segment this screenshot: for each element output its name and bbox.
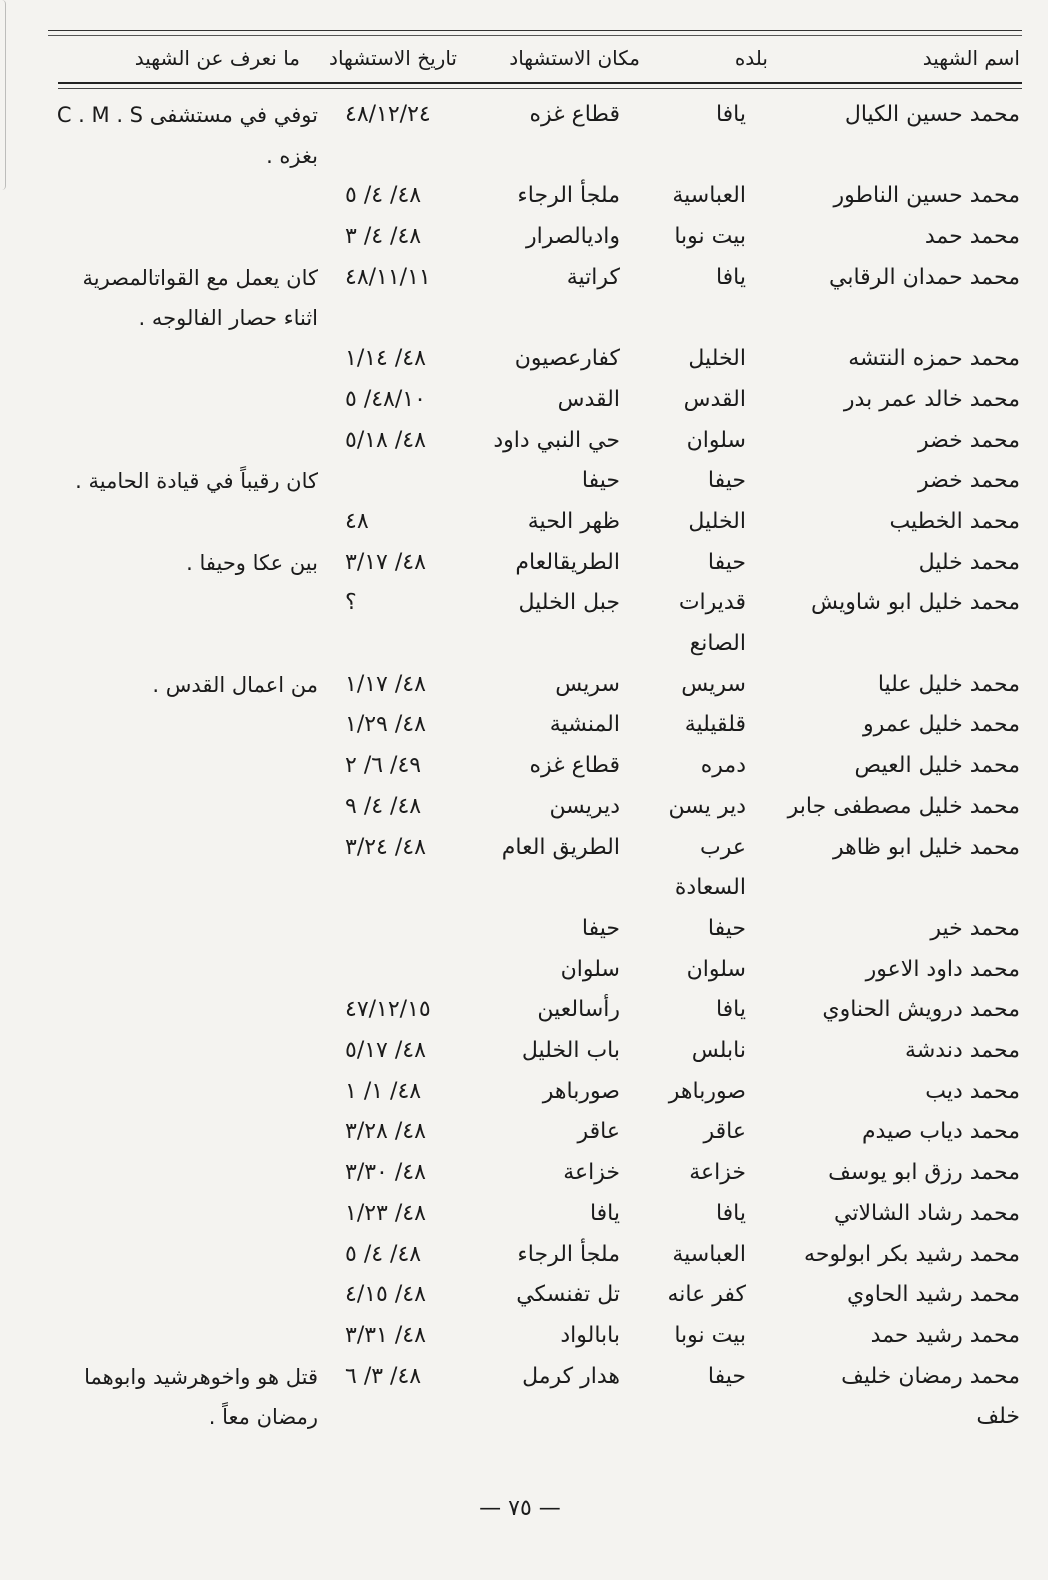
- date-of-martyrdom-cell: [330, 461, 457, 502]
- martyr-name-cell: [770, 787, 1020, 828]
- martyr-notes-cell: [48, 217, 330, 258]
- hometown-line: سريس: [681, 671, 746, 697]
- table-row: [48, 1031, 1020, 1072]
- date-of-martyrdom-cell: ٤٨/ ٣/٣٠: [345, 1160, 426, 1186]
- martyr-name-cell: [770, 1112, 1020, 1153]
- hometown-line: سلوان: [686, 427, 746, 453]
- martyr-name-cell: [770, 461, 1020, 502]
- martyr-name-line: محمد خير: [930, 915, 1020, 941]
- martyr-name-cell: [770, 1235, 1020, 1276]
- hometown-line: حيفا: [707, 915, 746, 941]
- date-of-martyrdom-cell: ٤٨: [345, 508, 369, 534]
- hometown-line: كفر عانه: [667, 1282, 746, 1308]
- hometown-line: صورباهر: [668, 1078, 746, 1104]
- martyr-notes-cell: [48, 543, 330, 584]
- hometown-cell: [642, 583, 770, 664]
- martyr-name-line: محمد دياب صيدم: [861, 1119, 1020, 1145]
- martyr-name-cell: [770, 421, 1020, 462]
- martyr-notes-line: كان يعمل مع القواتالمصرية: [82, 265, 318, 290]
- martyr-notes-line: كان رقيباً في قيادة الحامية .: [75, 469, 318, 494]
- martyr-name-line: محمد درويش الحناوي: [822, 997, 1020, 1023]
- martyr-notes-cell: [48, 339, 330, 380]
- place-of-martyrdom-cell: عاقر: [577, 1119, 620, 1145]
- martyr-name-cell: [770, 1316, 1020, 1357]
- martyr-notes-cell: [48, 583, 330, 664]
- martyr-name-cell: [770, 380, 1020, 421]
- place-of-martyrdom-cell: ديريسن: [549, 793, 620, 819]
- table-row: [48, 1072, 1020, 1113]
- martyr-name-line: محمد حمدان الرقابي: [828, 264, 1020, 290]
- date-of-martyrdom-cell: ٤٨/ ١/ ١: [345, 1078, 422, 1104]
- hometown-line: السعادة: [674, 875, 746, 901]
- date-of-martyrdom-cell: ٤٨/١٠/ ٥: [345, 386, 426, 412]
- martyr-notes-cell: [48, 502, 330, 543]
- martyr-notes-line: بين عكا وحيفا .: [186, 550, 318, 575]
- hometown-line: يافا: [715, 264, 746, 290]
- place-of-martyrdom-cell: صورباهر: [542, 1078, 620, 1104]
- place-of-martyrdom-cell: سريس: [555, 671, 620, 697]
- martyr-name-cell: [770, 1072, 1020, 1113]
- place-of-martyrdom-cell: جبل الخليل: [518, 590, 620, 616]
- martyr-name-line: محمد دندشة: [905, 1038, 1020, 1064]
- martyr-name-cell: [770, 746, 1020, 787]
- hometown-cell: [642, 380, 770, 421]
- martyr-name-cell: [770, 1275, 1020, 1316]
- martyr-name-line: محمد خليل ابو شاويش: [811, 590, 1020, 616]
- table-row: [48, 787, 1020, 828]
- martyr-notes-cell: [48, 1235, 330, 1276]
- table-row: [48, 1153, 1020, 1194]
- martyr-name-cell: [770, 258, 1020, 339]
- date-of-martyrdom-cell: ٤٨/ ٤/ ٥: [345, 183, 422, 209]
- table-row: [48, 176, 1020, 217]
- table-row: [48, 1112, 1020, 1153]
- place-of-martyrdom-cell: يافا: [589, 1200, 620, 1226]
- place-of-martyrdom-cell: المنشية: [549, 712, 620, 738]
- martyr-name-line: محمد خضر: [917, 468, 1020, 494]
- hometown-cell: [642, 828, 770, 909]
- martyr-notes-cell: [48, 461, 330, 502]
- martyr-notes-cell: [48, 1031, 330, 1072]
- place-of-martyrdom-cell: ملجأ الرجاء: [517, 1241, 620, 1267]
- place-of-martyrdom-cell: بابالواد: [560, 1322, 620, 1348]
- martyr-notes-cell: [48, 746, 330, 787]
- header-rule: [58, 82, 1022, 84]
- martyr-name-line: محمد خليل ابو ظاهر: [833, 834, 1020, 860]
- martyr-notes-line: بغزه .: [266, 143, 318, 168]
- martyr-notes-cell: [48, 421, 330, 462]
- place-of-martyrdom-cell: القدس: [557, 386, 620, 412]
- date-of-martyrdom-cell: ٤٨/ ٤/ ٣: [345, 224, 422, 250]
- table-row: [48, 1316, 1020, 1357]
- header-date-of-martyrdom: تاريخ الاستشهاد: [329, 46, 457, 70]
- martyr-name-cell: [770, 990, 1020, 1031]
- hometown-line: نابلس: [691, 1038, 746, 1064]
- place-of-martyrdom-cell: كفارعصيون: [514, 346, 620, 372]
- martyr-notes-cell: [48, 990, 330, 1031]
- place-of-martyrdom-cell: ظهر الحية: [527, 508, 620, 534]
- hometown-line: الخليل: [688, 508, 746, 534]
- martyr-name-line: محمد الخطيب: [889, 508, 1020, 534]
- martyr-notes-cell: [48, 1112, 330, 1153]
- table-row: [48, 461, 1020, 502]
- martyr-name-cell: [770, 1031, 1020, 1072]
- hometown-cell: [642, 339, 770, 380]
- hometown-cell: [642, 909, 770, 950]
- hometown-cell: [642, 705, 770, 746]
- martyr-name-line: محمد خليل: [918, 549, 1020, 575]
- date-of-martyrdom-cell: ٤٨/ ٤/ ٥: [345, 1241, 422, 1267]
- martyr-name-cell: [770, 502, 1020, 543]
- table-row: [48, 705, 1020, 746]
- date-of-martyrdom-cell: ٤٨/ ٥/١٧: [345, 1038, 426, 1064]
- table-row: [48, 95, 1020, 176]
- hometown-cell: [642, 258, 770, 339]
- page-binding-edge: [2, 0, 6, 190]
- martyr-name-line: محمد خليل عليا: [877, 671, 1020, 697]
- martyr-name-cell: [770, 217, 1020, 258]
- hometown-line: يافا: [715, 997, 746, 1023]
- martyr-name-cell: [770, 950, 1020, 991]
- martyrs-table: [48, 95, 1020, 1438]
- martyr-notes-cell: [48, 176, 330, 217]
- martyr-name-line: محمد ديب: [925, 1078, 1020, 1104]
- date-of-martyrdom-cell: [330, 909, 457, 950]
- place-of-martyrdom-cell: تل تفنسكي: [516, 1282, 620, 1308]
- date-of-martyrdom-cell: ٤٨/١٢/٢٤: [345, 102, 431, 127]
- martyr-name-line: محمد خالد عمر بدر: [843, 386, 1020, 412]
- place-of-martyrdom-cell: حي النبي داود: [493, 427, 620, 453]
- hometown-line: عرب: [700, 834, 746, 860]
- place-of-martyrdom-cell: واديالصرار: [525, 224, 620, 250]
- hometown-line: بيت نوبا: [674, 1322, 746, 1348]
- martyr-name-line: محمد رزق ابو يوسف: [828, 1160, 1020, 1186]
- hometown-line: العباسية: [672, 1241, 746, 1267]
- place-of-martyrdom-cell: الطريقالعام: [515, 549, 620, 575]
- table-row: [48, 746, 1020, 787]
- table-row: [48, 258, 1020, 339]
- hometown-cell: [642, 1072, 770, 1113]
- hometown-line: سلوان: [686, 956, 746, 982]
- hometown-cell: [642, 1194, 770, 1235]
- place-of-martyrdom-cell: باب الخليل: [521, 1038, 620, 1064]
- place-of-martyrdom-cell: قطاع غزه: [529, 102, 620, 127]
- martyr-name-line: خلف: [976, 1404, 1020, 1430]
- martyr-name-line: محمد خضر: [917, 427, 1020, 453]
- martyr-name-line: محمد رمضان خليف: [841, 1363, 1020, 1389]
- hometown-cell: [642, 1235, 770, 1276]
- martyr-notes-cell: [48, 1316, 330, 1357]
- table-row: [48, 1275, 1020, 1316]
- date-of-martyrdom-cell: ٤٨/ ٣/٣١: [345, 1322, 426, 1348]
- date-of-martyrdom-cell: ٤٨/ ٣/١٧: [345, 549, 426, 575]
- page-number: — ٧٥ —: [479, 1496, 561, 1521]
- hometown-cell: [642, 1275, 770, 1316]
- hometown-line: عاقر: [703, 1119, 746, 1145]
- hometown-line: العباسية: [672, 183, 746, 209]
- hometown-cell: [642, 787, 770, 828]
- hometown-line: حيفا: [707, 549, 746, 575]
- place-of-martyrdom-cell: ملجأ الرجاء: [517, 183, 620, 209]
- martyr-name-line: محمد خليل عمرو: [862, 712, 1020, 738]
- hometown-line: يافا: [715, 1200, 746, 1226]
- hometown-line: دمره: [700, 753, 746, 779]
- table-row: [48, 1357, 1020, 1438]
- place-of-martyrdom-cell: سلوان: [560, 956, 620, 982]
- hometown-cell: [642, 95, 770, 176]
- martyr-name-line: محمد رشيد بكر ابولوحه: [804, 1241, 1020, 1267]
- martyr-name-cell: [770, 909, 1020, 950]
- header-hometown: بلده: [734, 46, 768, 70]
- martyr-notes-cell: [48, 1153, 330, 1194]
- martyr-name-cell: [770, 95, 1020, 176]
- hometown-line: خزاعة: [689, 1160, 746, 1186]
- hometown-cell: [642, 1112, 770, 1153]
- hometown-cell: [642, 217, 770, 258]
- date-of-martyrdom-cell: ٤٨/ ٣/٢٤: [345, 834, 426, 860]
- hometown-cell: [642, 950, 770, 991]
- place-of-martyrdom-cell: هدار كرمل: [522, 1363, 620, 1389]
- table-row: [48, 828, 1020, 909]
- hometown-cell: [642, 1031, 770, 1072]
- martyr-notes-cell: [48, 95, 330, 176]
- date-of-martyrdom-cell: ٤٨/ ١/٢٩: [345, 712, 426, 738]
- hometown-cell: [642, 461, 770, 502]
- martyr-name-line: محمد رشيد الحاوي: [846, 1282, 1020, 1308]
- martyr-name-cell: [770, 176, 1020, 217]
- place-of-martyrdom-cell: قطاع غزه: [529, 753, 620, 779]
- hometown-line: حيفا: [707, 468, 746, 494]
- hometown-line: بيت نوبا: [674, 224, 746, 250]
- table-row: [48, 502, 1020, 543]
- place-of-martyrdom-cell: حيفا: [581, 468, 620, 494]
- martyr-name-line: محمد حمزه النتشه: [848, 346, 1020, 372]
- martyr-notes-cell: [48, 1275, 330, 1316]
- martyr-notes-cell: [48, 258, 330, 339]
- martyr-notes-line: من اعمال القدس .: [152, 672, 318, 697]
- date-of-martyrdom-cell: ٤٧/١٢/١٥: [345, 997, 431, 1023]
- hometown-cell: [642, 746, 770, 787]
- hometown-cell: [642, 1316, 770, 1357]
- hometown-line: القدس: [683, 386, 746, 412]
- martyr-name-line: محمد داود الاعور: [865, 956, 1020, 982]
- table-row: [48, 421, 1020, 462]
- place-of-martyrdom-cell: كراتية: [566, 264, 620, 290]
- hometown-cell: [642, 502, 770, 543]
- hometown-cell: [642, 176, 770, 217]
- martyr-notes-cell: [48, 828, 330, 909]
- date-of-martyrdom-cell: ؟: [345, 590, 357, 616]
- date-of-martyrdom-cell: ٤٨/١١/١١: [345, 264, 431, 290]
- date-of-martyrdom-cell: ٤٨/ ٤/ ٩: [345, 793, 422, 819]
- top-rule: [48, 30, 1022, 31]
- date-of-martyrdom-cell: ٤٨/ ١/١٧: [345, 671, 426, 697]
- hometown-cell: [642, 1153, 770, 1194]
- date-of-martyrdom-cell: [330, 950, 457, 991]
- place-of-martyrdom-cell: رأسالعين: [537, 997, 620, 1023]
- martyr-notes-cell: [48, 950, 330, 991]
- hometown-cell: [642, 665, 770, 706]
- martyr-notes-cell: [48, 1194, 330, 1235]
- hometown-cell: [642, 990, 770, 1031]
- date-of-martyrdom-cell: ٤٨/ ٣/ ٦: [345, 1363, 422, 1389]
- martyr-name-cell: [770, 665, 1020, 706]
- martyr-name-cell: [770, 828, 1020, 909]
- martyr-name-cell: [770, 339, 1020, 380]
- martyr-name-line: محمد حسين الناطور: [833, 183, 1020, 209]
- martyr-notes-cell: [48, 909, 330, 950]
- martyr-name-line: محمد حمد: [924, 224, 1020, 250]
- martyr-name-cell: [770, 583, 1020, 664]
- table-row: [48, 543, 1020, 584]
- top-rule-secondary: [48, 35, 1022, 36]
- date-of-martyrdom-cell: ٤٩/ ٦/ ٢: [345, 753, 422, 779]
- hometown-line: حيفا: [707, 1363, 746, 1389]
- hometown-line: الخليل: [688, 346, 746, 372]
- martyr-notes-cell: [48, 1072, 330, 1113]
- table-row: [48, 1235, 1020, 1276]
- martyr-name-cell: [770, 1357, 1020, 1438]
- place-of-martyrdom-cell: حيفا: [581, 915, 620, 941]
- hometown-cell: [642, 543, 770, 584]
- table-row: [48, 909, 1020, 950]
- place-of-martyrdom-cell: الطريق العام: [501, 834, 620, 860]
- martyr-notes-cell: [48, 787, 330, 828]
- table-row: [48, 380, 1020, 421]
- hometown-line: الصانع: [689, 631, 746, 657]
- hometown-line: قديرات: [678, 590, 746, 616]
- table-row: [48, 665, 1020, 706]
- date-of-martyrdom-cell: ٤٨/ ١/٢٣: [345, 1200, 426, 1226]
- martyr-notes-cell: [48, 380, 330, 421]
- date-of-martyrdom-cell: ٤٨/ ٥/١٨: [345, 427, 426, 453]
- table-row: [48, 217, 1020, 258]
- date-of-martyrdom-cell: ٤٨/ ٤/١٥: [345, 1282, 426, 1308]
- hometown-cell: [642, 1357, 770, 1438]
- hometown-cell: [642, 421, 770, 462]
- hometown-line: دير يسن: [668, 793, 746, 819]
- martyr-name-cell: [770, 543, 1020, 584]
- martyr-name-cell: [770, 705, 1020, 746]
- martyr-name-line: محمد خليل مصطفى جابر: [787, 793, 1020, 819]
- martyr-notes-line: رمضان معاً .: [208, 1405, 318, 1430]
- table-row: [48, 990, 1020, 1031]
- martyr-notes-line: اثناء حصار الفالوجه .: [138, 306, 318, 331]
- table-row: [48, 950, 1020, 991]
- martyr-name-line: محمد رشيد حمد: [870, 1322, 1020, 1348]
- date-of-martyrdom-cell: ٤٨/ ١/١٤: [345, 346, 426, 372]
- hometown-line: يافا: [715, 102, 746, 127]
- martyr-notes-cell: [48, 705, 330, 746]
- martyr-notes-cell: [48, 665, 330, 706]
- header-place-of-martyrdom: مكان الاستشهاد: [509, 46, 640, 70]
- martyr-name-line: محمد حسين الكيال: [844, 102, 1020, 127]
- table-row: [48, 583, 1020, 664]
- martyr-notes-line: توفي في مستشفى C . M . S: [56, 103, 318, 127]
- hometown-line: قلقيلية: [684, 712, 746, 738]
- place-of-martyrdom-cell: خزاعة: [563, 1160, 620, 1186]
- header-rule-secondary: [58, 88, 1022, 89]
- martyr-name-cell: [770, 1194, 1020, 1235]
- martyr-name-cell: [770, 1153, 1020, 1194]
- martyr-name-line: محمد رشاد الشالاتي: [834, 1200, 1020, 1226]
- martyr-notes-cell: [48, 1357, 330, 1438]
- header-martyr-name: اسم الشهيد: [922, 46, 1020, 70]
- table-row: [48, 339, 1020, 380]
- martyr-name-line: محمد خليل العيص: [854, 753, 1020, 779]
- martyr-notes-line: قتل هو واخوهرشيد وابوهما: [84, 1364, 318, 1389]
- table-row: [48, 1194, 1020, 1235]
- table-header: [48, 38, 1020, 78]
- date-of-martyrdom-cell: ٤٨/ ٣/٢٨: [345, 1119, 426, 1145]
- header-notes: ما نعرف عن الشهيد: [134, 46, 300, 70]
